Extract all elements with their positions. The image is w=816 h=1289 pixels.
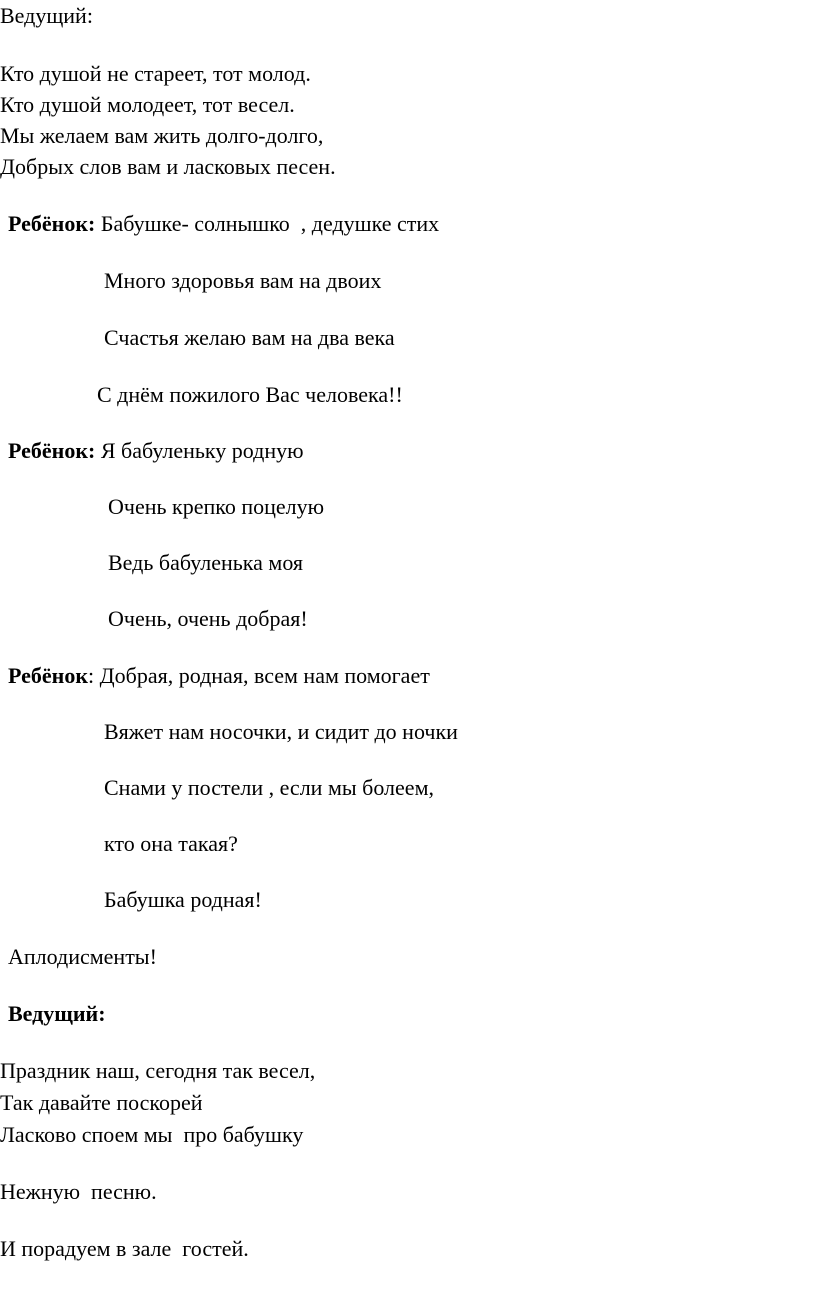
outro-speaker: Ведущий: xyxy=(8,1001,106,1026)
part3-line-5: Бабушка родная! xyxy=(104,887,262,912)
intro-line-2: Кто душой молодеет, тот весел. xyxy=(0,92,295,117)
part2-line-4: Очень, очень добрая! xyxy=(108,606,308,631)
outro-line-3: Ласково споем мы про бабушку xyxy=(0,1122,304,1147)
part3-line-2: Вяжет нам носочки, и сидит до ночки xyxy=(104,719,458,744)
part3-line-4: кто она такая? xyxy=(104,831,238,856)
intro-line-3: Мы желаем вам жить долго-долго, xyxy=(0,123,324,148)
part2-line-3: Ведь бабуленька моя xyxy=(108,550,304,575)
part2-line-2: Очень крепко поцелую xyxy=(108,494,325,519)
part1-first-line xyxy=(8,211,439,237)
intro-line-1: Кто душой не стареет, тот молод. xyxy=(0,61,311,86)
intro-line-4: Добрых слов вам и ласковых песен. xyxy=(0,154,336,179)
part2-first-text: Я бабуленьку родную xyxy=(95,438,304,463)
part2-speaker: Ребёнок: xyxy=(8,438,96,463)
outro-line-2: Так давайте поскорей xyxy=(0,1090,203,1115)
outro-line-1: Праздник наш, сегодня так весел, xyxy=(0,1058,316,1083)
part3-first-line xyxy=(8,663,430,689)
applause-line: Аплодисменты! xyxy=(8,944,157,969)
part1-line-4: С днём пожилого Вас человека!! xyxy=(97,382,403,407)
closing-line-1: Нежную песню. xyxy=(0,1179,157,1204)
part3-line-3: Снами у постели , если мы болеем, xyxy=(104,775,434,800)
part1-first-text: Бабушке- солнышко , дедушке стих xyxy=(95,211,440,236)
part3-first-text: : Добрая, родная, всем нам помогает xyxy=(88,663,430,688)
part3-speaker: Ребёнок xyxy=(8,663,89,688)
closing-line-2: И порадуем в зале гостей. xyxy=(0,1236,249,1261)
part1-speaker: Ребёнок: xyxy=(8,211,96,236)
part1-line-2: Много здоровья вам на двоих xyxy=(104,268,382,293)
intro-speaker: Ведущий: xyxy=(0,3,93,28)
part1-line-3: Счастья желаю вам на два века xyxy=(104,325,395,350)
part2-first-line xyxy=(8,438,304,464)
